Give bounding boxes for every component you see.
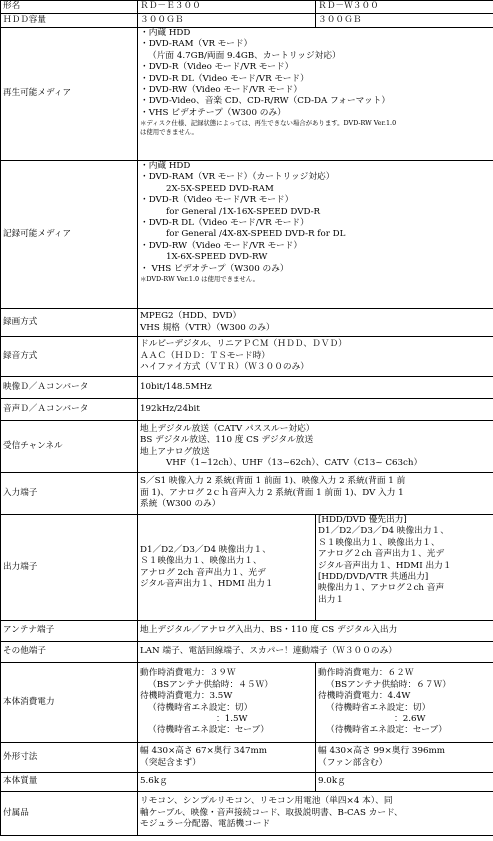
row-dimensions [1,743,493,773]
power-w300-line: （BSアンテナ供給時：６７Ｗ） [326,679,451,690]
playback-item: ・DVD-R（Video モード/VR モード） [140,62,294,73]
recordable-list [138,161,493,309]
antenna-value: 地上デジタル／アナログ入出力、BS・110 度 CS デジタル入出力 [138,621,493,642]
power-e300-line: （待機時省エネ設定：切） [148,702,253,713]
power-e300-line: 動作時消費電力：３９Ｗ [140,668,236,679]
row-rec-method [1,309,493,337]
output-e300-line: Ｓ１映像出力１、映像出力１、 [140,556,262,567]
playback-note: は使用できません。 [140,128,198,137]
label-hdd: ＨＤＤ容量 [1,14,138,28]
audio-dac-value: 192kHz/24bit [138,399,493,421]
row-input [1,473,493,515]
dimensions-w300-line: 幅 430×高さ 99×奥行 396mm [318,746,445,757]
power-w300-line: （待機時省エネ設定：切） [326,702,431,713]
output-w300-line: [HDD/DVD/VTR 共通出力] [318,571,429,582]
tuner-line: 地上デジタル放送（CATV パススルー対応） [140,423,315,434]
other-value: LAN 端子、電話回線端子、スカパー！連動端子（Ｗ３００のみ） [138,642,493,663]
playback-item: （片面 4.7GB/両面 9.4GB、カートリッジ対応） [148,50,341,61]
tuner-line: 地上アナログ放送 [140,446,210,457]
hdd-e300: ３００ＧＢ [138,14,316,28]
power-w300 [316,663,493,743]
dimensions-w300 [316,743,493,773]
output-e300-line: アナログ 2ch 音声出力１、光デ [140,567,266,578]
output-w300-line: D1／D2／D3／D4 映像出力１、 [318,526,449,537]
output-w300-line: [HDD/DVD 優先出力] [318,515,407,525]
label-video-dac: 映像Ｄ／Ａコンバータ [1,377,138,399]
power-e300 [138,663,316,743]
dimensions-w300-line: （ファン部含む） [318,757,388,768]
label-dimensions: 外形寸法 [1,743,138,773]
playback-item: ・DVD-R DL（Video モード/VR モード） [140,73,309,84]
rec-method-value [138,309,493,337]
label-tuner: 受信チャンネル [1,421,138,473]
output-w300-line: アナログ２ch 音声出力１、光デ [318,549,445,560]
input-value [138,473,493,515]
label-weight: 本体質量 [1,773,138,792]
weight-w300: 9.0kｇ [316,773,493,792]
accessories-value [138,792,493,836]
power-w300-line: ：2.6W [394,713,426,724]
recordable-item: ・DVD-RW（Video モード/VR モード） [140,240,303,251]
weight-e300: 5.6kｇ [138,773,316,792]
power-w300-line: 動作時消費電力：６２Ｗ [318,668,414,679]
tuner-line: VHF（1~12ch）、UHF（13~62ch）、CATV（C13~ C63ch） [166,457,423,468]
output-w300 [316,515,493,621]
recordable-item: for General /4X-8X-SPEED DVD-R for DL [166,229,346,240]
rec-method-line: VHS 規格（VTR）（W300 のみ） [140,322,275,333]
input-line: 系統（W300 のみ） [140,499,221,510]
rec-method-line: MPEG2（HDD、DVD） [140,311,242,322]
row-recordable [1,161,493,309]
label-input: 入力端子 [1,473,138,515]
row-audio-dac [1,399,493,421]
playback-item: ・DVD-RW（Video モード/VR モード） [140,84,303,95]
accessories-line: リモコン、シンプルリモコン、リモコン用電池（単四×4 本）、同 [140,796,393,807]
row-hdd [1,14,493,28]
audio-method-line: ハイファイ方式（ＶＴＲ）（Ｗ３００のみ） [140,362,309,373]
row-tuner [1,421,493,473]
label-audio-dac: 音声Ｄ／Ａコンバータ [1,399,138,421]
tuner-line: BS デジタル放送、110 度 CS デジタル放送 [140,435,314,446]
label-recordable: 記録可能メディア [1,161,138,309]
recordable-item: for General /1X-16X-SPEED DVD-R [166,206,321,217]
power-e300-line: 待機時消費電力：3.5W [140,691,233,702]
label-accessories: 付属品 [1,792,138,836]
output-e300-line: D1／D2／D3／D4 映像出力１、 [140,544,271,555]
playback-list [138,28,493,161]
label-other: その他端子 [1,642,138,663]
row-model [1,1,493,14]
recordable-item: ・ VHS ビデオテープ（W300 のみ） [140,263,289,274]
playback-item: ・内蔵 HDD [140,28,191,38]
playback-item: ・VHS ビデオテープ（W300 のみ） [140,107,286,118]
row-audio-method [1,337,493,377]
row-other [1,642,493,663]
label-playback: 再生可能メディア [1,28,138,161]
row-output [1,515,493,621]
accessories-line: 軸ケーブル、映像・音声接続コード、取扱説明書、B-CAS カード、 [140,807,403,818]
power-e300-line: （BSアンテナ供給時：４５Ｗ） [148,679,273,690]
label-output: 出力端子 [1,515,138,621]
accessories-line: モジュラー分配器、電話機コード [140,819,271,830]
row-video-dac [1,377,493,399]
row-weight [1,773,493,792]
input-line: S／S1 映像入力 2 系統(背面 1 前面 1)、映像入力 2 系統(背面 1 前 [140,476,406,487]
audio-method-line: ドルビーデジタル、リニアＰＣＭ（ＨＤＤ、ＤＶＤ） [140,339,347,350]
power-e300-line: ：1.5W [216,713,248,724]
recordable-note: ＊DVD-RW Ver.1.0 は使用できません。 [140,274,259,283]
dimensions-e300-line: （突起含まず） [140,757,201,768]
power-e300-line: （待機時省エネ設定：セーブ） [148,725,269,736]
label-audio-method: 録音方式 [1,337,138,377]
recordable-item: ・DVD-R（Video モード/VR モード） [140,195,294,206]
output-e300-line: ジタル音声出力１、HDMI 出力１ [140,578,274,589]
row-power [1,663,493,743]
power-w300-line: 待機時消費電力：4.4W [318,691,411,702]
output-w300-line: 映像出力１、アナログ２ch 音声 [318,583,445,594]
recordable-item: ・DVD-R DL（Video モード/VR モード） [140,217,309,228]
label-model: 形名 [1,1,138,14]
row-accessories [1,792,493,836]
model-e300: ＲＤ－Ｅ３００ [138,1,316,14]
row-playback [1,28,493,161]
output-w300-line: ジタル音声出力１、HDMI 出力１ [318,560,452,571]
recordable-item: ・内蔵 HDD [140,161,191,171]
label-antenna: アンテナ端子 [1,621,138,642]
tuner-value [138,421,493,473]
row-antenna [1,621,493,642]
video-dac-value: 10bit/148.5MHz [138,377,493,399]
playback-item: ・DVD-Video、音楽 CD、CD-R/RW（CD-DA フォーマット） [140,96,391,107]
playback-note: ＊ディスク仕様、記録状態によっては、再生できない場合があります。DVD-RW Ver.1.0 [140,119,397,128]
model-w300: ＲＤ－Ｗ３００ [316,1,493,14]
dimensions-e300 [138,743,316,773]
label-rec-method: 録画方式 [1,309,138,337]
dimensions-e300-line: 幅 430×高さ 67×奥行 347mm [140,746,267,757]
hdd-w300: ３００ＧＢ [316,14,493,28]
recordable-item: ・DVD-RAM（VR モード）（カートリッジ対応） [140,172,335,183]
audio-method-line: ＡＡＣ（ＨＤＤ：ＴＳモード時） [140,350,270,361]
output-w300-line: 出力１ [318,594,345,605]
output-e300 [138,515,316,621]
audio-method-value [138,337,493,377]
input-line: 面 1)、アナログ 2ｃｈ音声入力 2 系統(背面 1 前面 1)、DV 入力 1 [140,487,404,498]
power-w300-line: （待機時省エネ設定：セーブ） [326,725,447,736]
recordable-item: 2X-5X-SPEED DVD-RAM [166,183,274,194]
recordable-item: 1X-6X-SPEED DVD-RW [166,252,268,263]
label-power: 本体消費電力 [1,663,138,743]
playback-item: ・DVD-RAM（VR モード） [140,39,253,50]
output-w300-line: Ｓ１映像出力１、映像出力１、 [318,537,440,548]
